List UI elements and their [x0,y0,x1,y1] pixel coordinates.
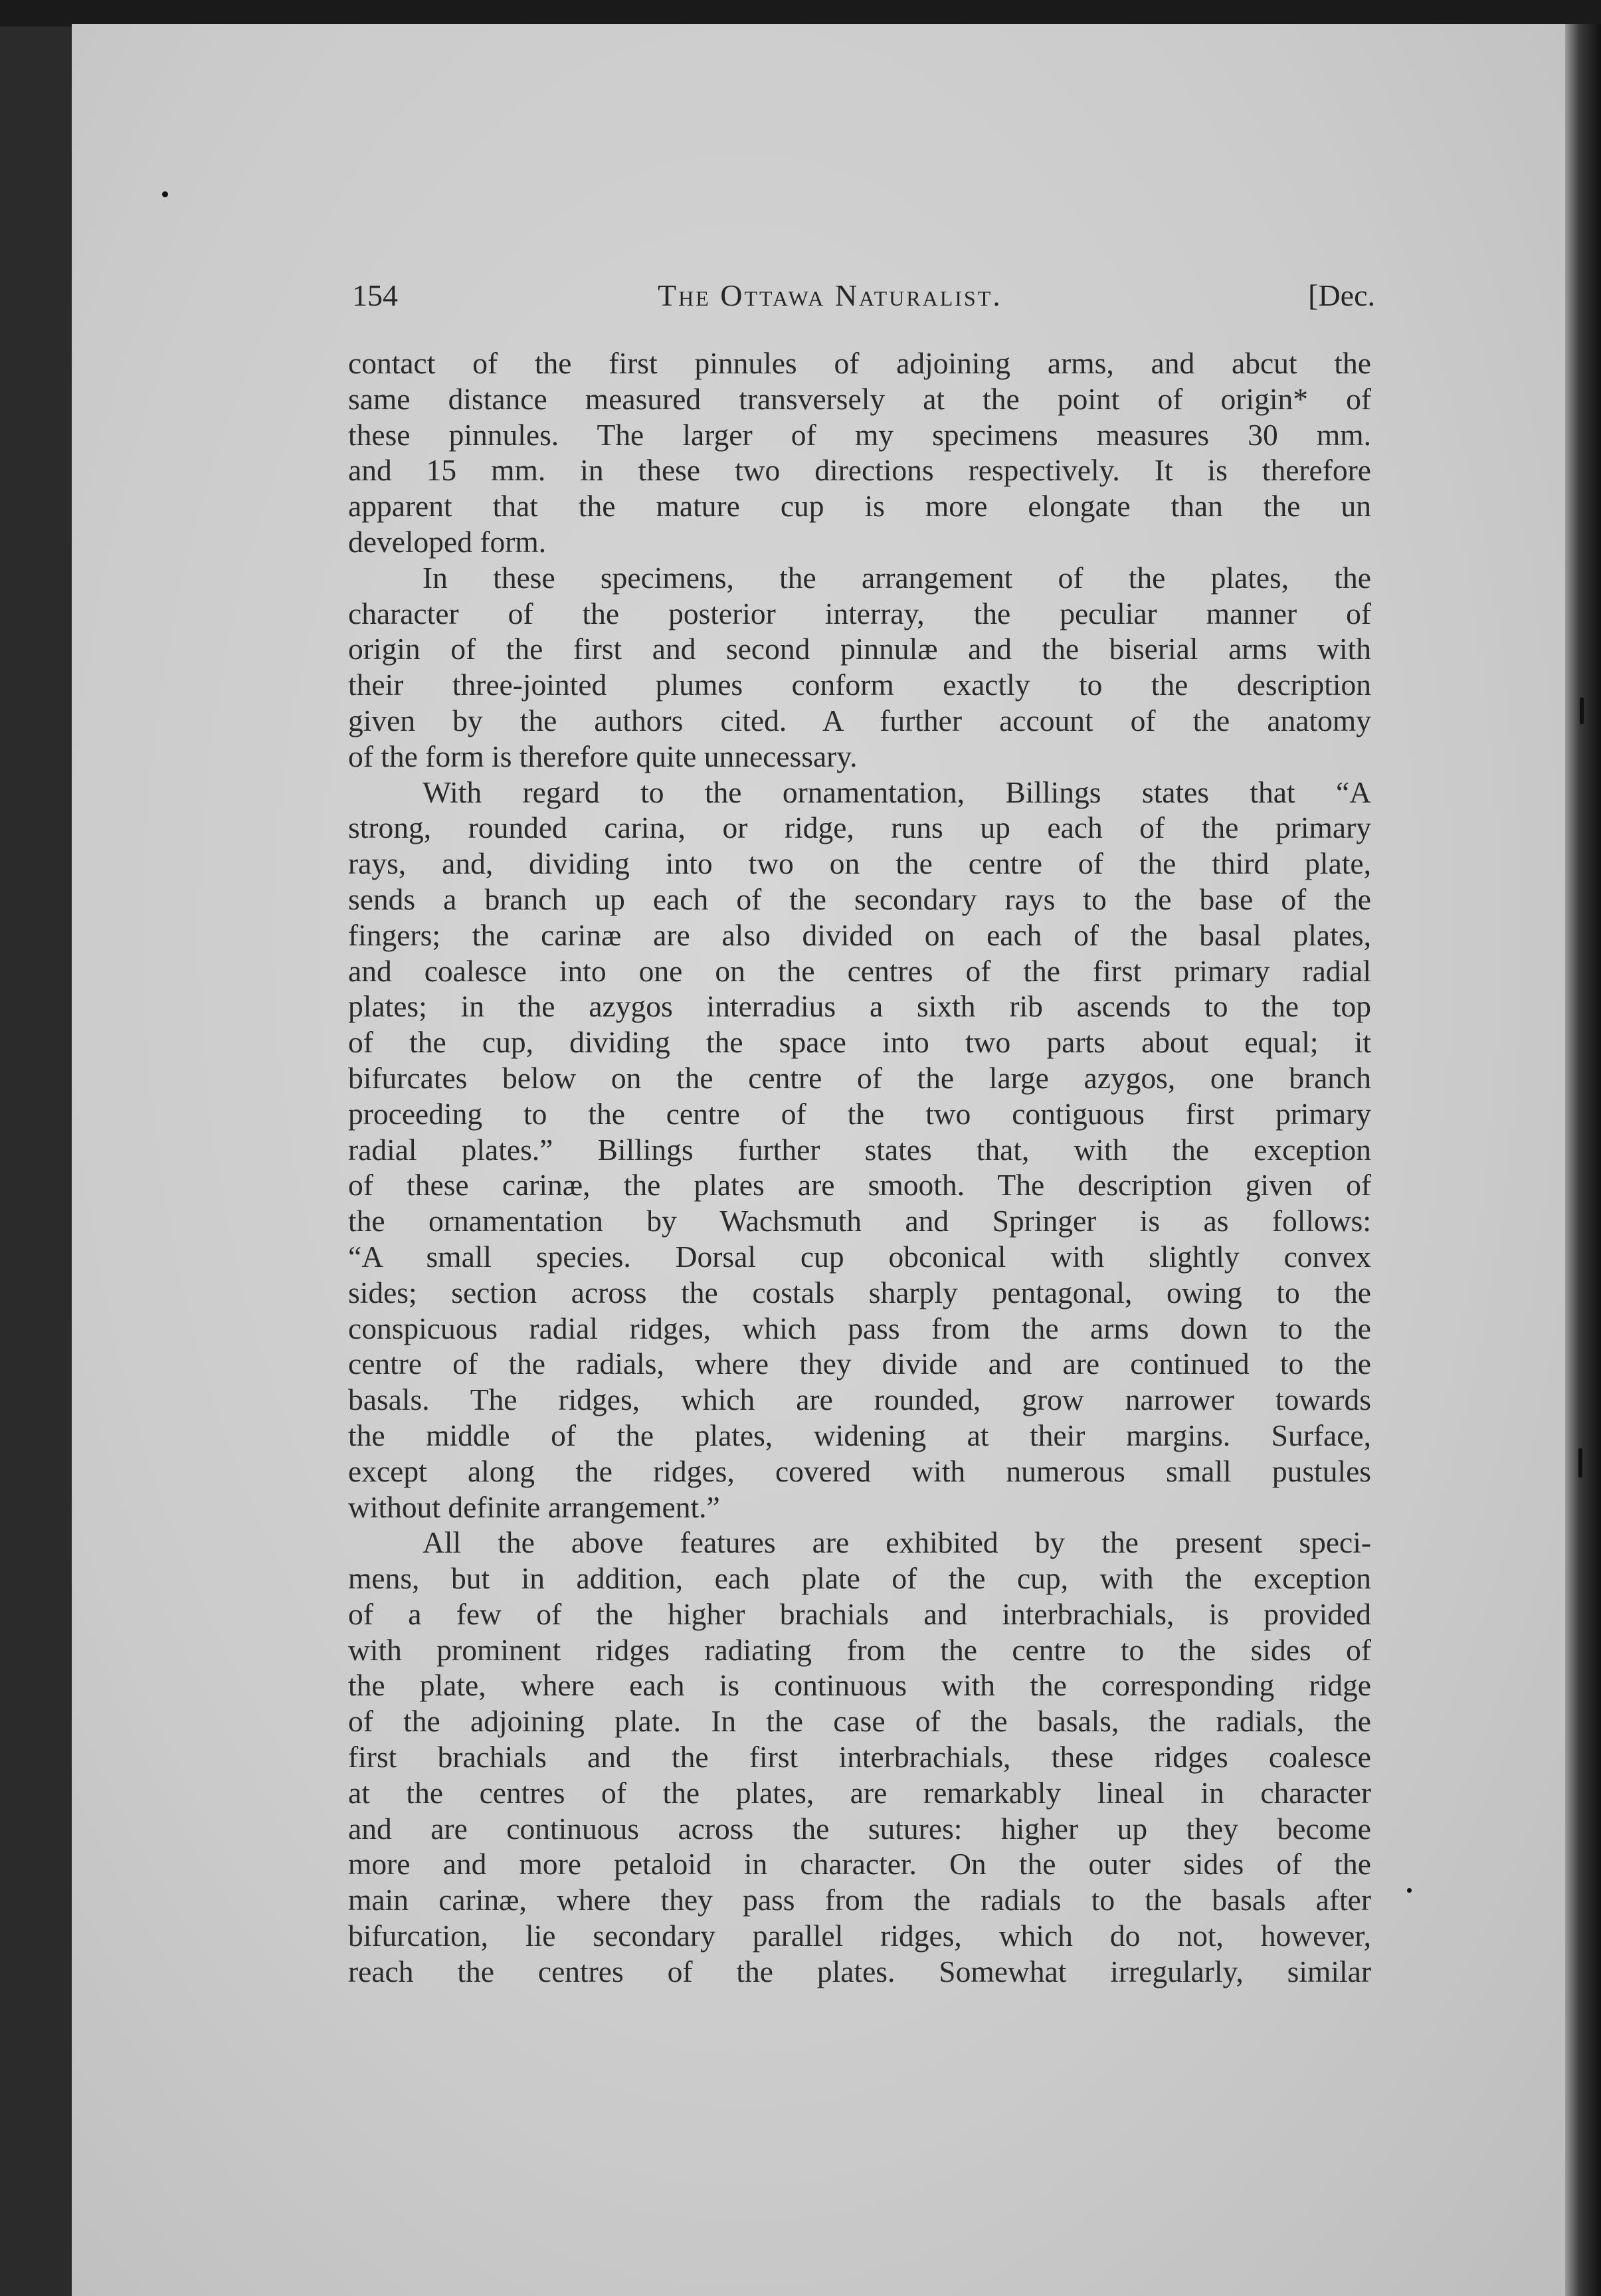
text-line: developed form. [348,524,547,559]
text-line: fingers; the carinæ are also divided on each of the basal plates, [348,917,1371,952]
text-line: In these specimens, the arrangement of the plates, the [423,560,1371,595]
text-line: and 15 mm. in these two directions respectively. It is therefore [348,453,1371,488]
text-line: apparent that the mature cup is more elongate than the un [348,489,1371,524]
text-line: of the form is therefore quite unnecessary. [348,739,858,773]
text-line: mens, but in addition, each plate of the cup, with the exception [348,1561,1371,1596]
page-number: 154 [352,278,398,312]
text-line: bifurcates below on the centre of the large azygos, one branch [348,1060,1371,1095]
text-line: basals. The ridges, which are rounded, grow narrower towards [348,1383,1371,1417]
text-line: with prominent ridges radiating from the centre to the sides of [348,1632,1371,1667]
text-line: the ornamentation by Wachsmuth and Springer is as follows: [348,1204,1371,1238]
text-line: centre of the radials, where they divide and are continued to the [348,1347,1371,1381]
text-line: except along the ridges, covered with numerous small pustules [348,1454,1371,1488]
text-line: these pinnules. The larger of my specimens measures 30 mm. [348,417,1371,452]
text-line: of the adjoining plate. In the case of the basals, the radials, the [348,1704,1371,1739]
text-line: origin of the first and second pinnulæ and the biserial arms with [348,632,1371,666]
scan-border [0,0,1601,27]
text-line: proceeding to the centre of the two contiguous first primary [348,1096,1371,1131]
text-line: conspicuous radial ridges, which pass from the arms down to the [348,1311,1371,1345]
scan-speck [1407,1888,1412,1893]
text-line: sends a branch up each of the secondary rays to the base of the [348,882,1371,916]
text-line: same distance measured transversely at the point of origin* of [348,381,1371,416]
text-line: of these carinæ, the plates are smooth. The description given of [348,1168,1371,1202]
text-line: main carinæ, where they pass from the radials to the basals after [348,1883,1371,1917]
scan-speck [162,191,168,197]
text-line: of the cup, dividing the space into two parts about equal; it [348,1025,1371,1060]
text-line: first brachials and the first interbrachials, these ridges coalesce [348,1740,1371,1774]
journal-title: The Ottawa Naturalist. [658,278,1002,312]
text-line: radial plates.” Billings further states that, with the exception [348,1132,1371,1167]
text-line: rays, and, dividing into two on the centre of the third plate, [348,846,1371,881]
text-line: without definite arrangement.” [348,1489,720,1524]
text-line: reach the centres of the plates. Somewhat irregularly, similar [348,1954,1371,1988]
body-text [348,345,1371,1990]
section-date: [Dec. [1308,278,1375,312]
text-line: the middle of the plates, widening at their margins. Surface, [348,1418,1371,1452]
page-gutter [1565,24,1601,2296]
text-line: contact of the first pinnules of adjoining arms, and abcut the [348,346,1371,380]
text-line: All the above features are exhibited by the present speci- [423,1525,1371,1560]
text-line: their three-jointed plumes conform exactly to the description [348,668,1371,702]
text-line: bifurcation, lie secondary parallel ridges, which do not, however, [348,1919,1371,1953]
text-line: strong, rounded carina, or ridge, runs up each of the primary [348,811,1371,845]
scan-speck [1578,1448,1582,1478]
text-line: With regard to the ornamentation, Billings states that “A [423,775,1371,809]
text-line: of a few of the higher brachials and interbrachials, is provided [348,1596,1371,1631]
text-line: more and more petaloid in character. On the outer sides of the [348,1847,1371,1881]
running-head [352,278,1375,318]
text-line: “A small species. Dorsal cup obconical with slightly convex [348,1239,1371,1274]
text-line: character of the posterior interray, the peculiar manner of [348,596,1371,630]
text-line: given by the authors cited. A further account of the anatomy [348,703,1371,737]
text-line: the plate, where each is continuous with the corresponding ridge [348,1668,1371,1703]
text-line: plates; in the azygos interradius a sixth rib ascends to the top [348,989,1371,1024]
text-line: at the centres of the plates, are remarkably lineal in character [348,1775,1371,1810]
scan-speck [1580,698,1584,724]
text-line: sides; section across the costals sharply pentagonal, owing to the [348,1275,1371,1309]
text-line: and coalesce into one on the centres of the first primary radial [348,953,1371,988]
text-line: and are continuous across the sutures: higher up they become [348,1811,1371,1846]
